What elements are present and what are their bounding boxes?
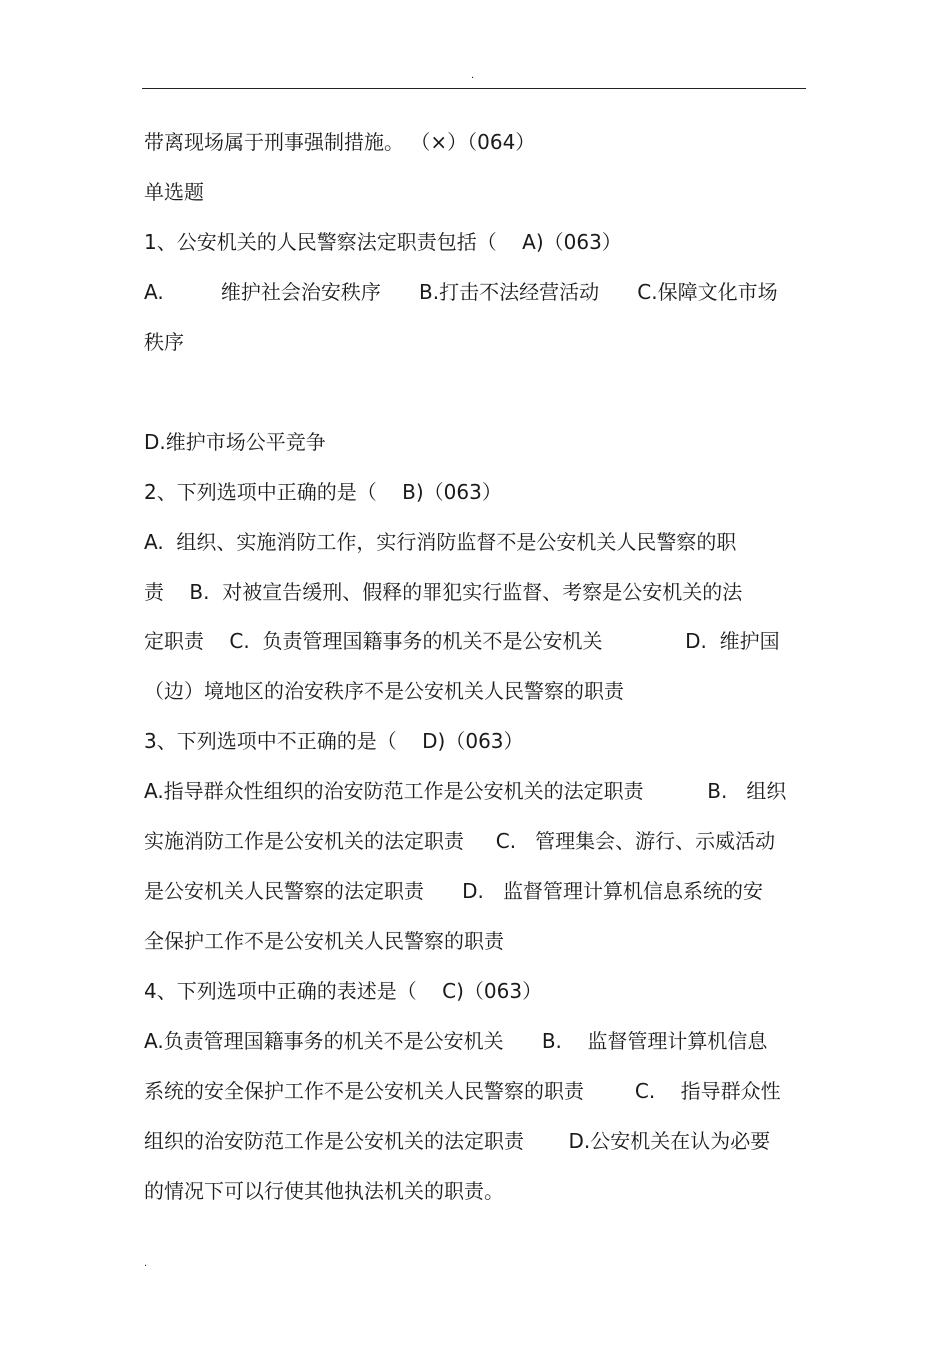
question-2-options-line-1: A. 组织、实施消防工作，实行消防监督不是公安机关人民警察的职: [144, 530, 737, 554]
text-line-1: 带离现场属于刑事强制措施。 （×）（064）: [144, 130, 536, 154]
question-4-options-line-1: A.负责管理国籍事务的机关不是公安机关 B. 监督管理计算机信息: [144, 1029, 768, 1053]
question-2-options-line-4: （边）境地区的治安秩序不是公安机关人民警察的职责: [144, 679, 624, 703]
question-2-options-line-2: 责 B. 对被宣告缓刑、假释的罪犯实行监督、考察是公安机关的法: [144, 580, 743, 604]
header-mark: .: [471, 70, 475, 81]
question-1: 1、公安机关的人民警察法定职责包括（ A)（063）: [144, 230, 622, 254]
question-4-options-line-4: 的情况下可以行使其他执法机关的职责。: [144, 1179, 504, 1203]
question-4-options-line-3: 组织的治安防范工作是公安机关的法定职责 D.公安机关在认为必要: [144, 1129, 771, 1153]
question-2-options-line-3: 定职责 C. 负责管理国籍事务的机关不是公安机关 D. 维护国: [144, 629, 780, 653]
section-heading: 单选题: [144, 180, 204, 204]
header-rule: [142, 88, 806, 89]
question-3-options-line-2: 实施消防工作是公安机关的法定职责 C. 管理集会、游行、示威活动: [144, 829, 776, 853]
footer-mark: .: [144, 1258, 148, 1269]
question-3: 3、下列选项中不正确的是（ D)（063）: [144, 729, 524, 753]
question-4: 4、下列选项中正确的表述是（ C)（063）: [144, 979, 543, 1003]
question-3-options-line-1: A.指导群众性组织的治安防范工作是公安机关的法定职责 B. 组织: [144, 779, 787, 803]
question-4-options-line-2: 系统的安全保护工作不是公安机关人民警察的职责 C. 指导群众性: [144, 1079, 781, 1103]
question-2: 2、下列选项中正确的是（ B)（063）: [144, 480, 502, 504]
question-1-options-cont: 秩序: [144, 330, 184, 354]
question-3-options-line-3: 是公安机关人民警察的法定职责 D. 监督管理计算机信息系统的安: [144, 879, 763, 903]
question-1-option-d: D.维护市场公平竞争: [144, 430, 326, 454]
question-1-options: A. 维护社会治安秩序 B.打击不法经营活动 C.保障文化市场: [144, 280, 778, 304]
question-3-options-line-4: 全保护工作不是公安机关人民警察的职责: [144, 929, 504, 953]
